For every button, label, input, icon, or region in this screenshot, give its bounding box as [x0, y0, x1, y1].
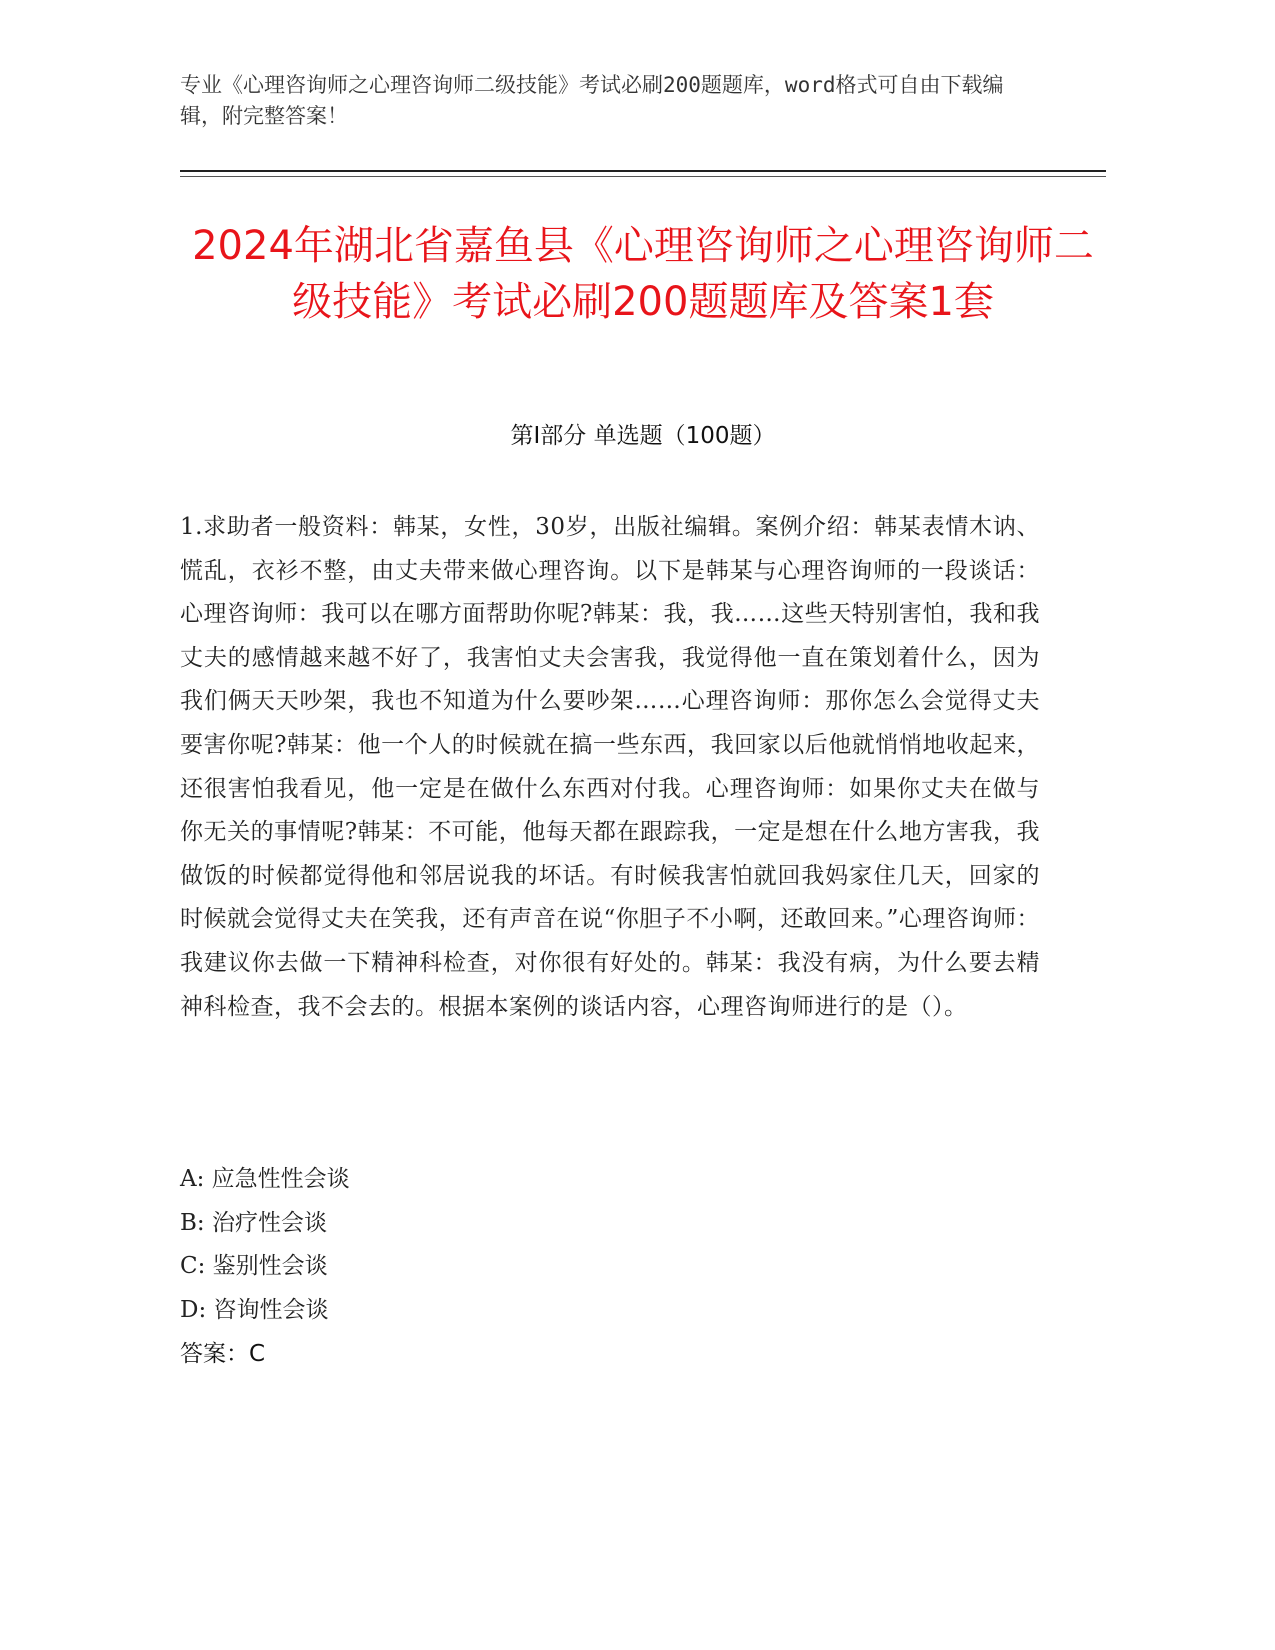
answer-line: 答案：C: [180, 1341, 266, 1367]
option-c: C: 鉴别性会谈: [180, 1253, 328, 1280]
header-divider-thin: [180, 176, 1106, 177]
option-a: A: 应急性性会谈: [180, 1166, 350, 1192]
option-b: B: 治疗性会谈: [180, 1209, 327, 1236]
section-title: 第Ⅰ部分 单选题（100题）: [510, 423, 776, 449]
header-divider-thick: [180, 170, 1106, 172]
header-note: 专业《心理咨询师之心理咨询师二级技能》考试必刷200题题库，word格式可自由下载编辑，附完整答案！: [180, 73, 1004, 128]
question-options: [180, 1158, 1040, 1332]
option-d: D: 咨询性会谈: [180, 1296, 329, 1323]
question-text: 1.求助者一般资料：韩某，女性，30岁，出版社编辑。案例介绍：韩某表情木讷、慌乱，衣衫不整，由丈夫带来做心理咨询。以下是韩某与心理咨询师的一段谈话：心理咨询师：我可以在哪方面帮助你呢?韩某：我，我……这些天特别害怕，我和我丈夫的感情越来越不好了，我害怕丈夫会害我，我觉得他一直在策划着什么，因为我们俩天天吵架，我也不知道为什么要吵架……心理咨询师：那你怎么会觉得丈夫要害你呢?韩某：他一个人的时候就在搞一些东西，我回家以后他就悄悄地收起来，还很害怕我看见，他一定是在做什么东西对付我。心理咨询师：如果你丈夫在做与你无关的事情呢?韩某：不可能，他每天都在跟踪我，一定是想在什么地方害我，我做饭的时候都觉得他和邻居说我的坏话。有时候我害怕就回我妈家住几天，回家的时候就会觉得丈夫在笑我，还有声音在说“你胆子不小啊，还敢回来。”心理咨询师：我建议你去做一下精神科检查，对你很有好处的。韩某：我没有病，为什么要去精神科检查，我不会去的。根据本案例的谈话内容，心理咨询师进行的是（）。: [180, 514, 1040, 1020]
document-title: 2024年湖北省嘉鱼县《心理咨询师之心理咨询师二级技能》考试必刷200题题库及答案1套: [192, 223, 1094, 325]
